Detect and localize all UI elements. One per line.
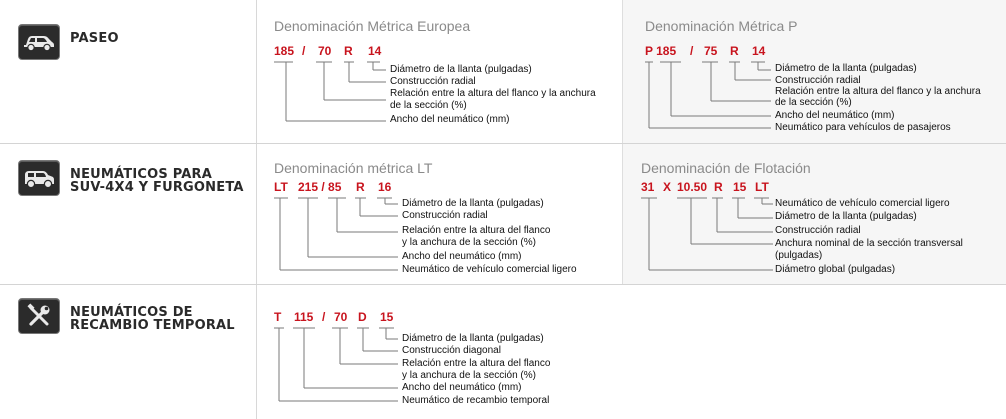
car-icon bbox=[18, 24, 60, 60]
code-rim: 15 bbox=[380, 310, 394, 324]
code-slash: / bbox=[302, 44, 306, 58]
desc-rim-diameter: Diámetro de la llanta (pulgadas) bbox=[390, 64, 532, 75]
code-width: 185 bbox=[274, 44, 295, 58]
desc-construction: Construcción radial bbox=[775, 225, 861, 236]
code-ratio: 70 bbox=[334, 310, 348, 324]
desc-rim-diameter: Diámetro de la llanta (pulgadas) bbox=[402, 198, 544, 209]
desc-aspect-ratio: Relación entre la altura del flanco y la anchura bbox=[390, 88, 596, 99]
code-slash: / bbox=[690, 44, 694, 58]
panel-title: Denominación Métrica Europea bbox=[274, 18, 471, 34]
desc-overall-diameter: Diámetro global (pulgadas) bbox=[775, 264, 896, 275]
code-construction: D bbox=[358, 310, 367, 324]
desc-aspect-ratio-2: y la anchura de la sección (%) bbox=[402, 237, 536, 248]
row-divider-2 bbox=[0, 284, 1006, 285]
desc-aspect-ratio: Relación entre la altura del flanco bbox=[402, 358, 551, 369]
category-title: NEUMÁTICOS PARA SUV-4X4 Y FURGONETA bbox=[70, 167, 244, 195]
desc-construction: Construcción radial bbox=[390, 76, 476, 87]
desc-rim-diameter: Diámetro de la llanta (pulgadas) bbox=[402, 333, 544, 344]
category-temporary bbox=[18, 298, 235, 334]
code-width-ratio: 215 / 85 bbox=[298, 180, 342, 194]
code-construction: R bbox=[344, 44, 353, 58]
category-paseo bbox=[18, 24, 119, 60]
code-type: LT bbox=[274, 180, 288, 194]
desc-light-truck: Neumático de vehículo comercial ligero bbox=[402, 264, 577, 275]
panel-flotation bbox=[641, 160, 1001, 280]
category-title: PASEO bbox=[70, 31, 119, 46]
desc-aspect-ratio: Relación entre la altura del flanco bbox=[402, 225, 551, 236]
desc-construction: Construcción diagonal bbox=[402, 345, 501, 356]
panel-title: Denominación de Flotación bbox=[641, 160, 811, 176]
code-construction: R bbox=[714, 180, 723, 194]
code-width: 115 bbox=[294, 310, 314, 324]
code-x: X bbox=[663, 180, 672, 194]
panel-metric-european bbox=[274, 18, 614, 133]
desc-rim-diameter: Diámetro de la llanta (pulgadas) bbox=[775, 211, 917, 222]
tools-icon bbox=[18, 298, 60, 334]
code-type: LT bbox=[755, 180, 769, 194]
category-title: NEUMÁTICOS DE RECAMBIO TEMPORAL bbox=[70, 305, 235, 333]
desc-light-truck: Neumático de vehículo comercial ligero bbox=[775, 198, 950, 209]
code-construction: R bbox=[730, 44, 739, 58]
panel-metric-p bbox=[645, 18, 1000, 138]
desc-section-width: Anchura nominal de la sección transversal bbox=[775, 238, 963, 249]
desc-aspect-ratio-2: de la sección (%) bbox=[390, 100, 467, 111]
desc-width: Ancho del neumático (mm) bbox=[775, 110, 895, 121]
desc-construction: Construcción radial bbox=[775, 75, 861, 86]
desc-temporary-spare: Neumático de recambio temporal bbox=[402, 395, 550, 406]
code-ratio: 70 bbox=[318, 44, 332, 58]
panel-metric-lt bbox=[274, 160, 614, 280]
desc-width: Ancho del neumático (mm) bbox=[390, 114, 510, 125]
code-rim: 14 bbox=[752, 44, 766, 58]
desc-aspect-ratio: Relación entre la altura del flanco y la anchura bbox=[775, 86, 981, 97]
desc-rim-diameter: Diámetro de la llanta (pulgadas) bbox=[775, 63, 917, 74]
code-slash: / bbox=[322, 310, 326, 324]
code-overall-diameter: 31 bbox=[641, 180, 655, 194]
desc-section-width-2: (pulgadas) bbox=[775, 250, 823, 261]
desc-passenger: Neumático para vehículos de pasajeros bbox=[775, 122, 951, 133]
category-suv bbox=[18, 160, 245, 196]
code-section-width: 10.50 bbox=[677, 180, 708, 194]
code-rim: 15 bbox=[733, 180, 747, 194]
desc-width: Ancho del neumático (mm) bbox=[402, 382, 522, 393]
code-ratio: 75 bbox=[704, 44, 718, 58]
code-construction: R bbox=[356, 180, 365, 194]
code-rim: 14 bbox=[368, 44, 382, 58]
panel-temporary bbox=[274, 300, 614, 415]
code-type: T bbox=[274, 310, 282, 324]
row-divider-1 bbox=[0, 143, 1006, 144]
desc-construction: Construcción radial bbox=[402, 210, 488, 221]
suv-icon bbox=[18, 160, 60, 196]
desc-aspect-ratio-2: y la anchura de la sección (%) bbox=[402, 370, 536, 381]
desc-width: Ancho del neumático (mm) bbox=[402, 251, 522, 262]
panel-title: Denominación métrica LT bbox=[274, 160, 433, 176]
desc-aspect-ratio-2: de la sección (%) bbox=[775, 97, 852, 108]
code-width: P 185 bbox=[645, 44, 677, 58]
panel-title: Denominación Métrica P bbox=[645, 18, 798, 34]
code-rim: 16 bbox=[378, 180, 392, 194]
column-divider bbox=[256, 0, 257, 419]
